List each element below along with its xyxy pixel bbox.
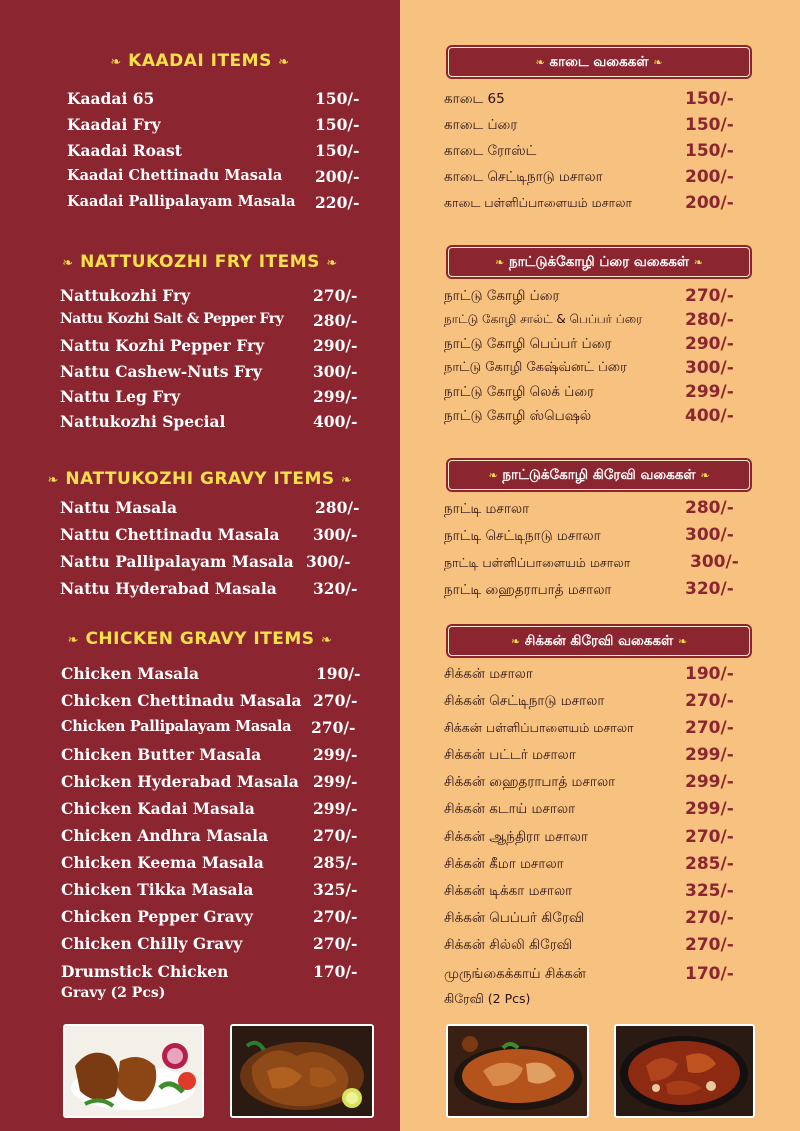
tamil-menu-item-name: சிக்கன் மசாலா <box>444 666 533 682</box>
tamil-menu-item-price: 270/- <box>685 286 734 306</box>
tamil-menu-item-price: 270/- <box>685 718 734 738</box>
tamil-menu-item-name: காடை ப்ரை <box>444 117 518 133</box>
section-title-nattukozhi-gravy: ❧ NATTUKOZHI GRAVY ITEMS ❧ <box>47 469 353 489</box>
food-photo-roasted-chicken <box>63 1024 204 1118</box>
food-photo-chicken-fry <box>230 1024 374 1118</box>
tamil-menu-item-price: 300/- <box>690 552 739 572</box>
tamil-menu-item-name: சிக்கன் பட்டர் மசாலா <box>444 747 576 763</box>
tamil-menu-item-price: 270/- <box>685 935 734 955</box>
tamil-menu-item-name: நாட்டு கோழி ப்ரை <box>444 288 560 304</box>
tamil-menu-item-name: நாட்டி ஹைதராபாத் மசாலா <box>444 582 612 598</box>
tamil-menu-item-name: நாட்டி பள்ளிப்பாளையம் மசாலா <box>444 555 631 570</box>
tamil-menu-item-price: 280/- <box>685 310 734 330</box>
ornament-icon: ❧ <box>488 469 498 482</box>
tamil-menu-item-price: 299/- <box>685 745 734 765</box>
tamil-menu-item-price: 290/- <box>685 334 734 354</box>
ornament-icon: ❧ <box>535 56 545 69</box>
tamil-menu-item-name: காடை பள்ளிப்பாளையம் மசாலா <box>444 195 633 210</box>
ornament-icon: ❧ <box>62 256 74 271</box>
tamil-menu-item-price: 285/- <box>685 854 734 874</box>
tamil-menu-item-price: 299/- <box>685 799 734 819</box>
tamil-menu-item-name: நாட்டி மசாலா <box>444 501 530 517</box>
tamil-menu-item-continuation: கிரேவி (2 Pcs) <box>444 991 531 1006</box>
tamil-menu-item-price: 280/- <box>685 498 734 518</box>
roasted-chicken-image <box>65 1026 202 1116</box>
tamil-menu-item-price: 300/- <box>685 525 734 545</box>
tamil-menu-item-name: சிக்கன் சில்லி கிரேவி <box>444 937 573 953</box>
section-title-kaadai: ❧ KAADAI ITEMS ❧ <box>110 51 290 71</box>
ornament-icon: ❧ <box>67 633 80 648</box>
tamil-menu-item-price: 150/- <box>685 115 734 135</box>
tamil-menu-item-name: சிக்கன் பெப்பர் கிரேவி <box>444 910 585 926</box>
section-title-nattukozhi-fry: ❧ NATTUKOZHI FRY ITEMS ❧ <box>62 252 338 272</box>
tamil-menu-item-price: 170/- <box>685 964 734 984</box>
tamil-menu-item-price: 300/- <box>685 358 734 378</box>
tamil-menu-item-price: 200/- <box>685 167 734 187</box>
ornament-icon: ❧ <box>341 473 353 488</box>
tamil-section-title-kaadai: ❧ காடை வகைகள் ❧ <box>448 47 750 77</box>
menu-page: ❧ KAADAI ITEMS ❧ ❧ NATTUKOZHI FRY ITEMS ❧ ❧ NATTUKOZHI GRAVY ITEMS ❧ ❧ CHICKEN GRAVY ITEMS ❧ Kaadai 65 150/- Kaadai Fry 150/- Kaadai Roast 150/- Kaadai Chettinadu Masala 200/- Kaadai Pallipalayam Masala 220/- Nattukozhi Fry 270/- Nattu Kozhi Salt & Pepper Fry 280/- Nattu Kozhi Pepper Fry 290/- Nattu Cashew-Nuts Fry 300/- Nattu Leg Fry 299/- Nattukozhi Special 400/- Nattu Masala 280/- Nattu Chettinadu Masala 300/- Nattu Pallipalayam Masala 300/- Nattu Hyderabad Masala 320/- Chicken Masala 190/- Chicken Chettinadu Masala 270/- Chicken Pallipalayam Masala 270/- Chicken Butter Masala 299/- Chicken Hyderabad Masala 299/- Chicken Kadai Masala 299/- Chicken Andhra Masala 270/- Chicken Keema Masala 285/- Chicken Tikka Masala 325/- Chicken Pepper Gravy 270/- Chicken Chilly Gravy 270/- Drumstick Chicken 170/- Gravy (2 Pcs) ❧ காடை வகைகள் ❧ ❧ நாட்டுக்கோழி ப்ரை வகைகள் ❧ ❧ நாட்டுக்கோழி கிரேவி வகைகள் ❧ ❧ சிக்கன் கிரேவி வகைகள் ❧ காடை 65 150/- காடை ப்ரை 150/- காடை ரோஸ்ட் 150/- காடை செட்டிநாடு மசாலா 200/- காடை பள்ளிப்பாளையம் மசாலா 200/- நாட்டு கோழி ப்ரை 270/- நாட்டு கோழி சால்ட் & பெப்பர் ப்ரை 280/- நாட்டு கோழி பெப்பர் ப்ரை 290/- நாட்டு கோழி கேஷ்வ்னட் ப்ரை 300/- நாட்டு கோழி லெக் ப்ரை 299/- நாட்டு கோழி ஸ்பெஷல் 400/- நாட்டி மசாலா 280/- நாட்டி செட்டிநாடு மசாலா 300/- நாட்டி பள்ளிப்பாளையம் மசாலா 300/- நாட்டி ஹைதராபாத் மசாலா 320/- சிக்கன் மசாலா 190/- சிக்கன் செட்டிநாடு மசாலா 270/- சிக்கன் பள்ளிப்பாளையம் மசாலா 270/- சிக்கன் பட்டர் மசாலா 299/- சிக்கன் ஹைதராபாத் மசாலா 299/- சிக்கன் கடாய் மசாலா 299/- சிக்கன் ஆந்திரா மசாலா 270/- சிக்கன் கீமா மசாலா 285/- சிக்கன் டிக்கா மசாலா 325/- சிக்கன் பெப்பர் கிரேவி 270/- சிக்கன் சில்லி கிரேவி 270/- முருங்கைக்காய் சிக்கன் 170/- கிரேவி (2 Pcs) <box>0 0 800 1131</box>
section-title-chicken-gravy: ❧ CHICKEN GRAVY ITEMS ❧ <box>67 629 333 649</box>
tamil-menu-item-price: 150/- <box>685 141 734 161</box>
food-photo-chicken-gravy <box>614 1024 755 1118</box>
tamil-menu-item-price: 320/- <box>685 579 734 599</box>
tamil-menu-item-name: சிக்கன் ஆந்திரா மசாலா <box>444 829 588 845</box>
tamil-menu-item-price: 325/- <box>685 881 734 901</box>
chicken-masala-image <box>448 1026 587 1116</box>
food-photo-chicken-masala <box>446 1024 589 1118</box>
ornament-icon: ❧ <box>326 256 338 271</box>
tamil-menu-item-price: 400/- <box>685 406 734 426</box>
ornament-icon: ❧ <box>278 55 290 70</box>
tamil-menu-item-name: முருங்கைக்காய் சிக்கன் <box>444 966 586 982</box>
tamil-menu-item-name: சிக்கன் ஹைதராபாத் மசாலா <box>444 774 616 790</box>
tamil-menu-item-name: சிக்கன் பள்ளிப்பாளையம் மசாலா <box>444 720 634 735</box>
tamil-menu-item-price: 299/- <box>685 382 734 402</box>
tamil-section-title-chicken-gravy: ❧ சிக்கன் கிரேவி வகைகள் ❧ <box>448 626 750 656</box>
ornament-icon: ❧ <box>110 55 122 70</box>
tamil-menu-item-name: காடை செட்டிநாடு மசாலா <box>444 169 603 185</box>
ornament-icon: ❧ <box>510 635 521 648</box>
chicken-fry-image <box>232 1026 372 1116</box>
tamil-section-title-nattukozhi-fry: ❧ நாட்டுக்கோழி ப்ரை வகைகள் ❧ <box>448 247 750 277</box>
tamil-menu-item-price: 190/- <box>685 664 734 684</box>
ornament-icon: ❧ <box>495 256 505 269</box>
ornament-icon: ❧ <box>653 56 663 69</box>
ornament-icon: ❧ <box>677 635 688 648</box>
chicken-gravy-image <box>616 1026 753 1116</box>
tamil-menu-item-price: 200/- <box>685 193 734 213</box>
ornament-icon: ❧ <box>47 473 59 488</box>
tamil-section-title-nattukozhi-gravy: ❧ நாட்டுக்கோழி கிரேவி வகைகள் ❧ <box>448 460 750 490</box>
tamil-menu-item-name: நாட்டி செட்டிநாடு மசாலா <box>444 528 601 544</box>
tamil-menu-item-name: சிக்கன் டிக்கா மசாலா <box>444 883 573 899</box>
tamil-menu-item-name: நாட்டு கோழி கேஷ்வ்னட் ப்ரை <box>444 360 627 375</box>
tamil-menu-item-price: 150/- <box>685 89 734 109</box>
tamil-menu-item-name: சிக்கன் கடாய் மசாலா <box>444 801 576 817</box>
tamil-menu-item-name: சிக்கன் கீமா மசாலா <box>444 856 564 872</box>
tamil-menu-item-price: 299/- <box>685 772 734 792</box>
tamil-menu-item-name: நாட்டு கோழி ஸ்பெஷல் <box>444 408 592 424</box>
tamil-menu-item-price: 270/- <box>685 908 734 928</box>
ornament-icon: ❧ <box>693 256 703 269</box>
tamil-menu-item-name: நாட்டு கோழி பெப்பர் ப்ரை <box>444 336 612 352</box>
tamil-menu-item-name: காடை ரோஸ்ட் <box>444 143 537 159</box>
tamil-menu-item-name: சிக்கன் செட்டிநாடு மசாலா <box>444 693 605 709</box>
tamil-menu-item-name: நாட்டு கோழி லெக் ப்ரை <box>444 384 595 400</box>
tamil-menu-item-name: நாட்டு கோழி சால்ட் & பெப்பர் ப்ரை <box>444 312 643 326</box>
ornament-icon: ❧ <box>700 469 710 482</box>
tamil-menu-item-price: 270/- <box>685 827 734 847</box>
tamil-menu-item-price: 270/- <box>685 691 734 711</box>
ornament-icon: ❧ <box>320 633 333 648</box>
tamil-menu-item-name: காடை 65 <box>444 91 505 107</box>
